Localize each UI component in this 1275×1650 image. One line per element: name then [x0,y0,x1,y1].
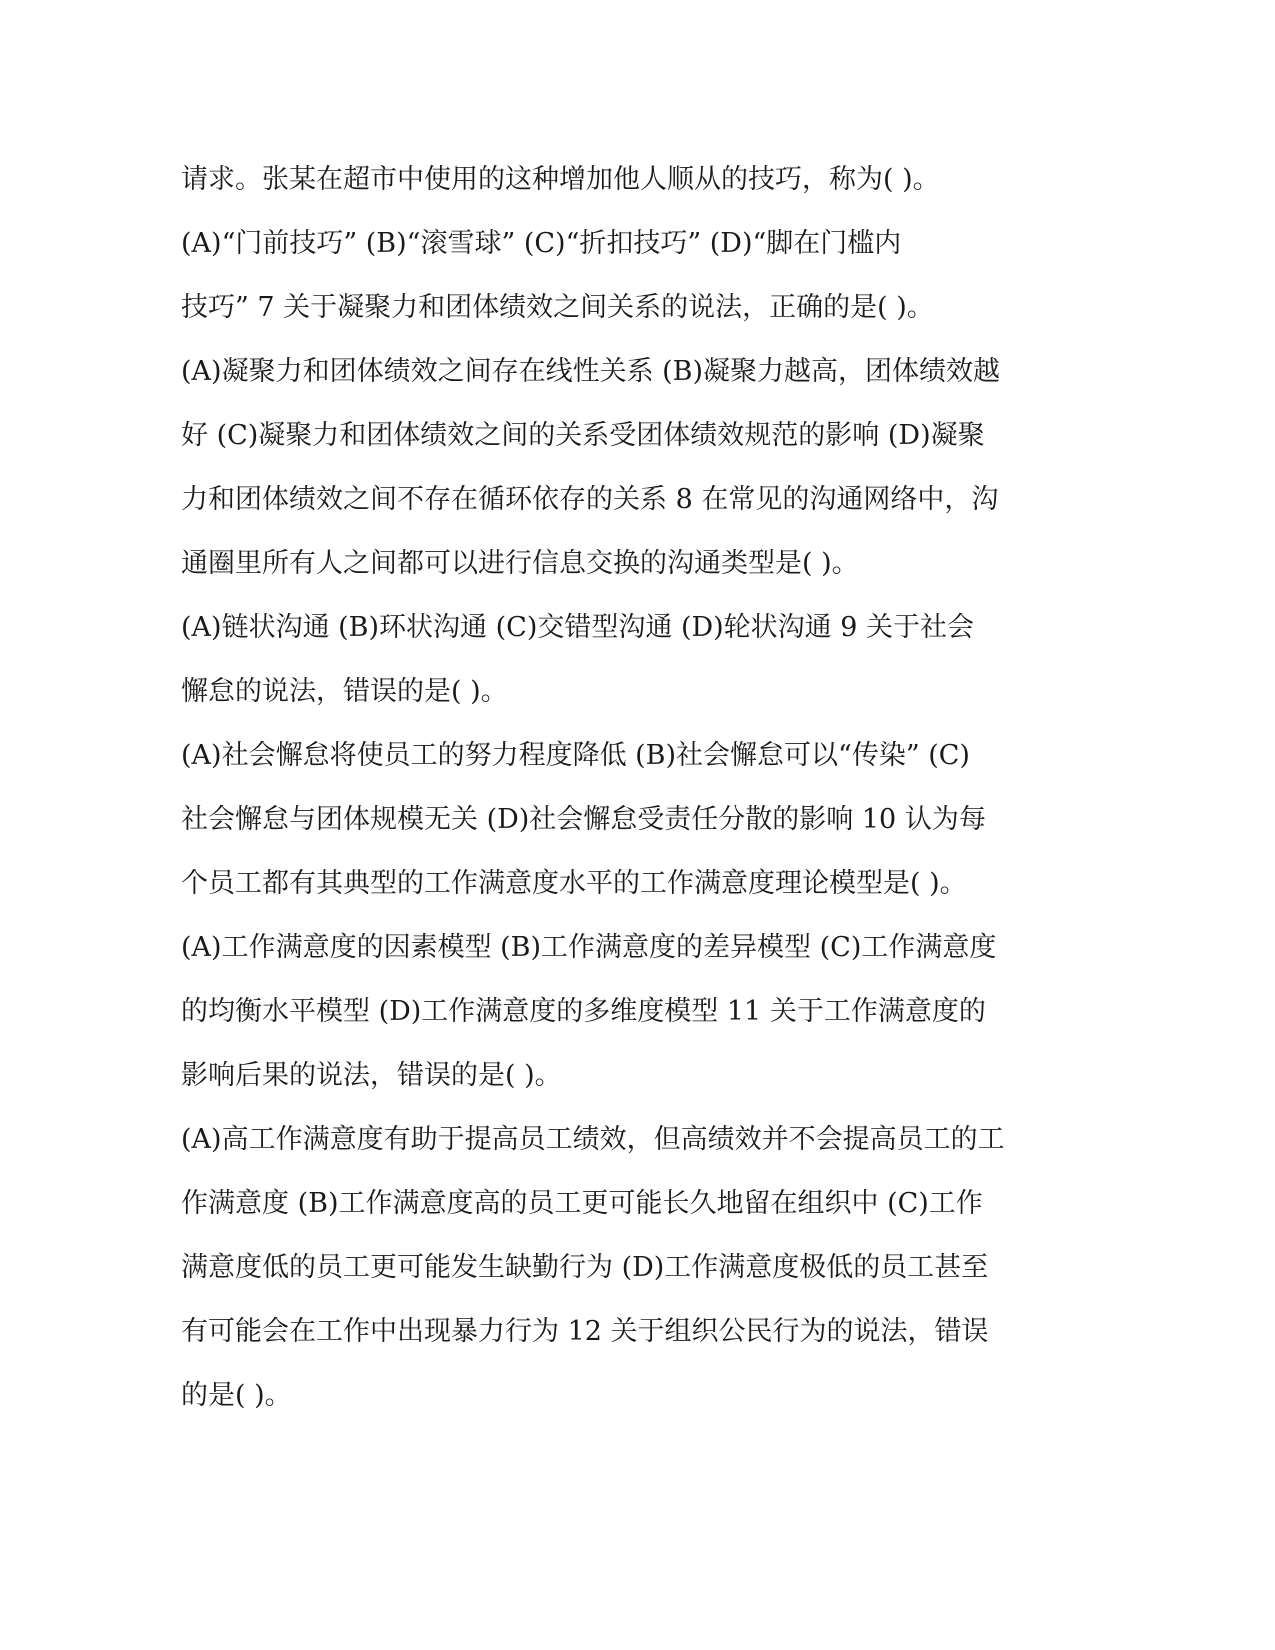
text-line: 懈怠的说法，错误的是( )。 [181,676,508,707]
text-line: 有可能会在工作中出现暴力行为 12 关于组织公民行为的说法，错误 [181,1316,989,1347]
text-line: 通圈里所有人之间都可以进行信息交换的沟通类型是( )。 [181,548,859,579]
text-line: (A)链状沟通 (B)环状沟通 (C)交错型沟通 (D)轮状沟通 9 关于社会 [181,612,975,643]
document-text-body [181,148,1061,1428]
text-line: 的均衡水平模型 (D)工作满意度的多维度模型 11 关于工作满意度的 [181,996,986,1027]
text-line: 好 (C)凝聚力和团体绩效之间的关系受团体绩效规范的影响 (D)凝聚 [181,420,985,451]
text-line: 个员工都有其典型的工作满意度水平的工作满意度理论模型是( )。 [181,868,967,899]
text-line: (A)“门前技巧” (B)“滚雪球” (C)“折扣技巧” (D)“脚在门槛内 [181,228,902,259]
text-line: (A)高工作满意度有助于提高员工绩效，但高绩效并不会提高员工的工 [181,1124,1005,1155]
text-line: 社会懈怠与团体规模无关 (D)社会懈怠受责任分散的影响 10 认为每 [181,804,986,835]
text-line: 力和团体绩效之间不存在循环依存的关系 8 在常见的沟通网络中，沟 [181,484,999,515]
text-line: (A)工作满意度的因素模型 (B)工作满意度的差异模型 (C)工作满意度 [181,932,997,963]
text-line: (A)凝聚力和团体绩效之间存在线性关系 (B)凝聚力越高，团体绩效越 [181,356,1001,387]
text-line: 请求。张某在超市中使用的这种增加他人顺从的技巧，称为( )。 [181,164,940,195]
text-line: 的是( )。 [181,1380,292,1411]
text-line: 满意度低的员工更可能发生缺勤行为 (D)工作满意度极低的员工甚至 [181,1252,989,1283]
text-line: (A)社会懈怠将使员工的努力程度降低 (B)社会懈怠可以“传染” (C) [181,740,970,771]
text-line: 影响后果的说法，错误的是( )。 [181,1060,562,1091]
text-line: 作满意度 (B)工作满意度高的员工更可能长久地留在组织中 (C)工作 [181,1188,983,1219]
text-line: 技巧” 7 关于凝聚力和团体绩效之间关系的说法，正确的是( )。 [181,292,934,323]
